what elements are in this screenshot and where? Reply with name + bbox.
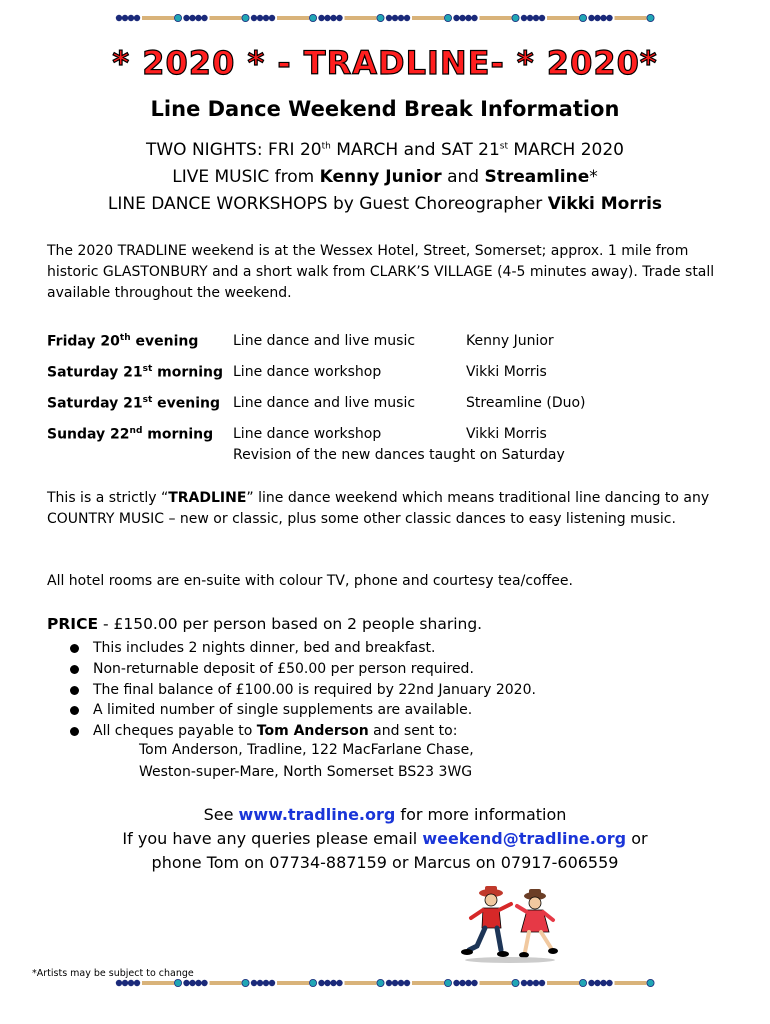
nights-line: TWO NIGHTS: FRI 20th MARCH and SAT 21st MARCH 2020 bbox=[145, 140, 625, 160]
price-details-list bbox=[70, 638, 536, 742]
list-item: Non-returnable deposit of £50.00 per person required. bbox=[70, 659, 536, 680]
tradline-paragraph: This is a strictly “TRADLINE” line dance weekend which means traditional line dancing to any COUNTRY MUSIC – new or classic, plus some other classic dances to easy listening music. bbox=[47, 490, 710, 527]
schedule-artist: Streamline (Duo) bbox=[466, 395, 586, 411]
live-music-line: LIVE MUSIC from Kenny Junior and Streamline* bbox=[172, 167, 598, 187]
address-line: Tom Anderson, Tradline, 122 MacFarlane Chase, bbox=[139, 742, 474, 758]
schedule-artist: Kenny Junior bbox=[466, 333, 554, 349]
intro-paragraph: The 2020 TRADLINE weekend is at the Wessex Hotel, Street, Somerset; approx. 1 mile from historic GLASTONBURY and a short walk from CLARK’S VILLAGE (4-5 minutes away). Trade stall available throughout the weekend. bbox=[47, 243, 715, 301]
schedule-day: Saturday 21st morning bbox=[47, 364, 224, 381]
schedule-artist: Vikki Morris bbox=[466, 364, 547, 380]
email-link[interactable]: weekend@tradline.org bbox=[422, 829, 627, 848]
line-dancers-clipart bbox=[455, 884, 565, 964]
schedule-activity: Line dance and live music bbox=[233, 395, 416, 411]
bullet-icon bbox=[70, 706, 79, 715]
schedule-activity: Line dance workshop bbox=[233, 426, 382, 442]
page-subtitle: Line Dance Weekend Break Information bbox=[150, 97, 620, 121]
list-item: This includes 2 nights dinner, bed and breakfast. bbox=[70, 638, 536, 659]
website-line: See www.tradline.org for more information bbox=[203, 805, 567, 824]
bullet-icon bbox=[70, 644, 79, 653]
list-item: A limited number of single supplements are available. bbox=[70, 700, 536, 721]
list-item: The final balance of £100.00 is required by 22nd January 2020. bbox=[70, 680, 536, 701]
address-line: Weston-super-Mare, North Somerset BS23 3WG bbox=[139, 764, 473, 780]
bullet-icon bbox=[70, 665, 79, 674]
top-bead-border bbox=[115, 12, 655, 24]
schedule-activity: Line dance and live music bbox=[233, 333, 416, 349]
schedule-activity: Line dance workshop bbox=[233, 364, 382, 380]
bullet-icon bbox=[70, 686, 79, 695]
schedule-day: Saturday 21st evening bbox=[47, 395, 221, 412]
bottom-bead-border bbox=[115, 977, 655, 989]
footnote: *Artists may be subject to change bbox=[32, 968, 194, 979]
phone-line: phone Tom on 07734-887159 or Marcus on 07917-606559 bbox=[151, 853, 619, 872]
rooms-paragraph: All hotel rooms are en-suite with colour TV, phone and courtesy tea/coffee. bbox=[47, 573, 573, 589]
workshops-line: LINE DANCE WORKSHOPS by Guest Choreographer Vikki Morris bbox=[107, 194, 663, 214]
website-link[interactable]: www.tradline.org bbox=[238, 805, 396, 824]
schedule-day: Sunday 22nd morning bbox=[47, 426, 214, 443]
bullet-icon bbox=[70, 727, 79, 736]
email-line: If you have any queries please email weekend@tradline.org or bbox=[122, 829, 648, 848]
price-line: PRICE - £150.00 per person based on 2 people sharing. bbox=[47, 615, 483, 633]
schedule-artist: Vikki Morris bbox=[466, 426, 547, 442]
list-item: All cheques payable to Tom Anderson and sent to: bbox=[70, 721, 536, 742]
schedule-day: Friday 20th evening bbox=[47, 333, 199, 350]
page-title: * 2020 * - TRADLINE- * 2020* bbox=[112, 44, 658, 82]
schedule-note: Revision of the new dances taught on Saturday bbox=[233, 447, 565, 463]
